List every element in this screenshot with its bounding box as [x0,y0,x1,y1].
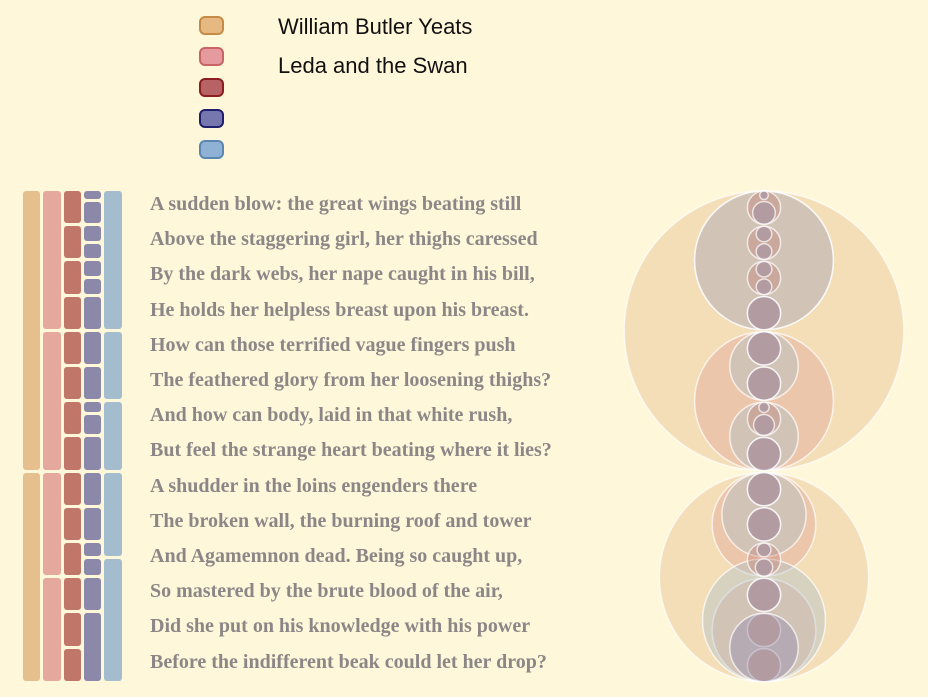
phrase-circle [760,191,769,200]
poem-line: And how can body, laid in that white rush, [150,404,513,427]
legend-swatch [199,78,224,97]
phrase-circle [756,261,772,277]
phrase-circle [730,613,798,681]
phrase-bar [84,437,101,469]
line-bar [64,473,81,505]
phrase-circle [757,543,771,557]
phrase-bar [84,297,101,329]
phrase-bar [84,578,101,610]
phrase-circle [755,559,772,576]
phrase-bar [84,244,101,259]
poem-line: Before the indifferent beak could let her drop? [150,650,547,673]
line-bar [64,508,81,540]
legend-swatch [199,140,224,159]
phrase-circle [747,473,780,506]
phrase-circle [747,578,780,611]
phrase-circle [747,508,780,541]
octave-bar [23,473,40,681]
line-bar [64,332,81,364]
legend-swatch [199,47,224,66]
author-name: William Butler Yeats [278,14,473,39]
poem-line: But feel the strange heart beating where it lies? [150,439,552,462]
stanza-bar [43,332,61,470]
line-bar [64,226,81,258]
phrase-bar [84,332,101,364]
phrase-circle [754,415,775,436]
phrase-circle [759,402,769,412]
poem-line: Above the staggering girl, her thighs caressed [150,228,538,251]
phrase-circle [756,279,772,295]
poem-line: The broken wall, the burning roof and tower [150,509,532,532]
phrase-circle [747,437,780,470]
sentence-bar [104,559,122,681]
poem-line: A shudder in the loins engenders there [150,474,478,497]
line-bar [64,367,81,399]
poem-line: He holds her helpless breast upon his breast. [150,298,529,321]
legend-swatch [199,109,224,128]
sentence-bar [104,191,122,329]
stanza-bar [43,191,61,329]
phrase-bar [84,508,101,540]
line-bar [64,613,81,645]
phrase-bar [84,261,101,276]
poem-line: And Agamemnon dead. Being so caught up, [150,545,523,567]
phrase-bar [84,367,101,399]
line-bar [64,543,81,575]
sentence-bar [104,473,122,556]
phrase-circle [747,332,780,365]
poem-line: The feathered glory from her loosening thighs? [150,369,552,391]
line-bar [64,578,81,610]
sentence-bar [104,402,122,469]
phrase-bar [84,191,101,199]
phrase-circle [747,367,780,400]
line-bar [64,437,81,469]
poem-line: A sudden blow: the great wings beating still [150,193,522,215]
poem-line: So mastered by the brute blood of the air, [150,580,503,603]
phrase-bar [84,543,101,556]
line-bar [64,649,81,681]
phrase-circle [756,226,772,242]
phrase-bar [84,226,101,241]
line-bar [64,261,81,293]
phrase-bar [84,559,101,575]
stanza-bar [43,473,61,576]
line-bar [64,191,81,223]
line-bar [64,297,81,329]
sentence-bar [104,332,122,399]
phrase-bar [84,473,101,505]
poem-title: Leda and the Swan [278,53,468,78]
phrase-circle [756,244,772,260]
phrase-bar [84,402,101,411]
poem-line: Did she put on his knowledge with his power [150,615,531,638]
poem-line: How can those terrified vague fingers push [150,333,516,356]
phrase-circle [747,297,780,330]
phrase-bar [84,202,101,224]
structure-circles [600,170,928,690]
phrase-bar [84,613,101,680]
octave-bar [23,191,40,470]
poem-line: By the dark webs, her nape caught in his bill, [150,263,535,286]
legend-swatch [199,16,224,35]
phrase-bar [84,279,101,294]
stanza-bar [43,578,61,681]
phrase-bar [84,415,101,435]
phrase-circle [753,202,776,225]
line-bar [64,402,81,434]
